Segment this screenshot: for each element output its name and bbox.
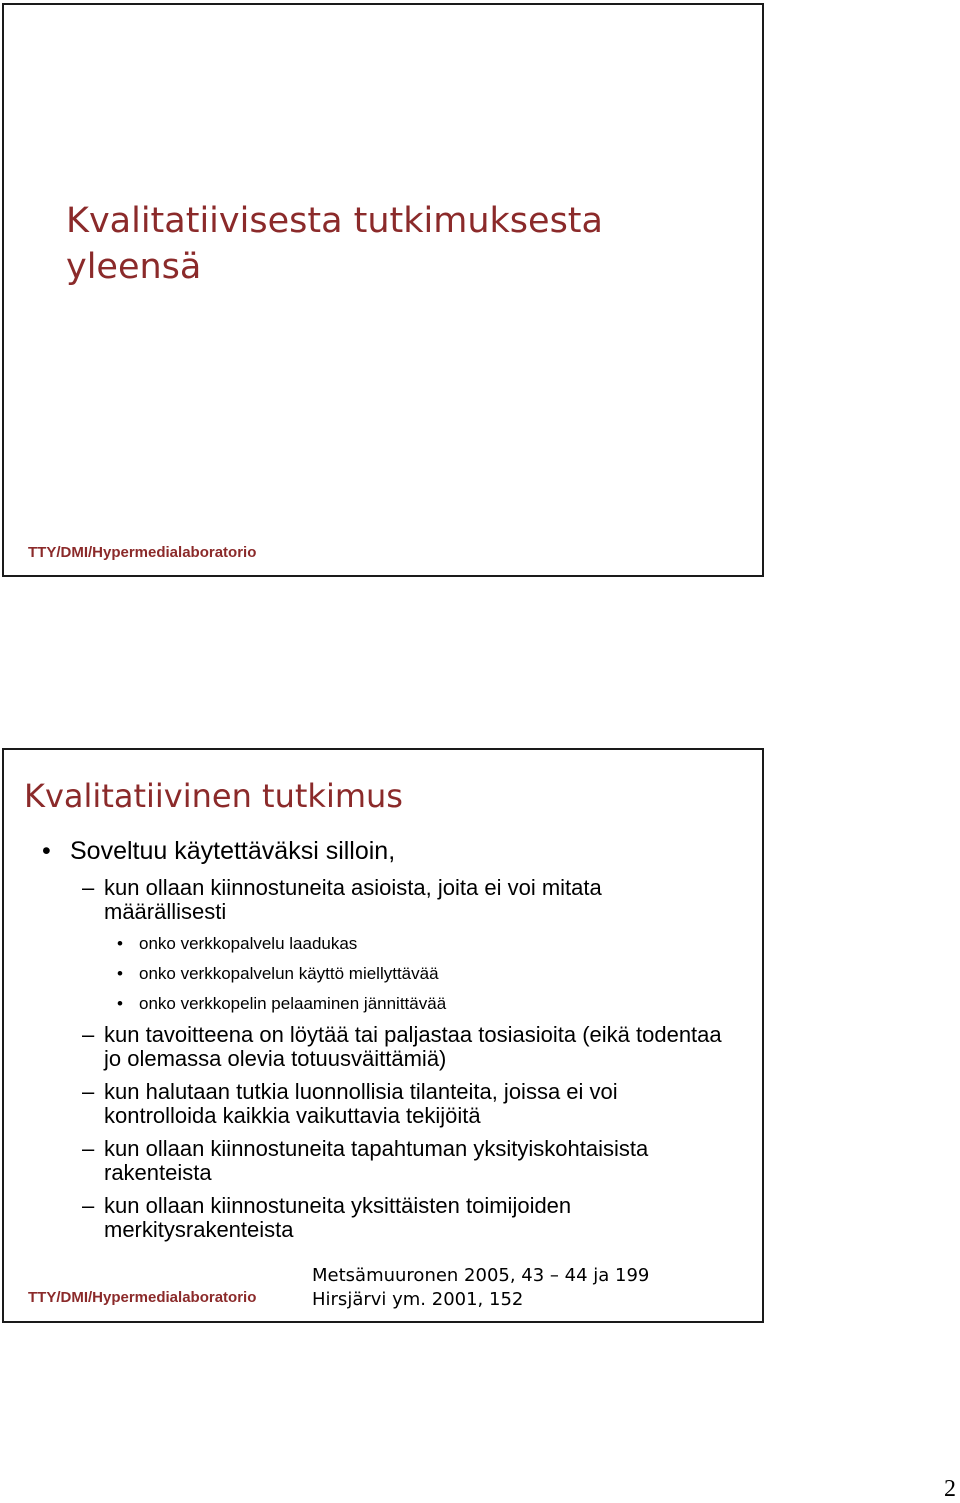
sub-bullet-item — [4, 963, 764, 985]
bullet-main — [4, 836, 764, 866]
slide-1-footer: TTY/DMI/Hypermedialaboratorio — [28, 544, 257, 561]
dash-item-text: kun halutaan tutkia luonnollisia tilanteita, joissa ei voi kontrolloida kaikkia vaikuttavia tekijöitä — [104, 1079, 618, 1128]
references — [312, 1264, 649, 1312]
dash-item-text: kun ollaan kiinnostuneita asioista, joita ei voi mitata määrällisesti — [104, 875, 602, 924]
dash-item — [4, 1080, 724, 1128]
bullet-dot-icon: • — [117, 964, 123, 983]
dash-item-text: kun ollaan kiinnostuneita yksittäisten toimijoiden merkitysrakenteista — [104, 1193, 572, 1242]
slide-1-title: Kvalitatiivisesta tutkimuksesta yleensä — [66, 201, 603, 287]
dash-icon: – — [82, 1193, 95, 1218]
sub-bullet-text: onko verkkopalvelu laadukas — [139, 934, 358, 953]
dash-icon: – — [82, 1079, 95, 1104]
dash-item — [4, 1194, 724, 1242]
bullet-main-text: Soveltuu käytettäväksi silloin, — [70, 837, 396, 865]
bullet-dot-icon: • — [117, 934, 123, 953]
slide-1 — [2, 3, 764, 577]
slide-2 — [2, 748, 764, 1323]
sub-bullet-text: onko verkkopelin pelaaminen jännittävää — [139, 994, 447, 1013]
dash-item-text: kun tavoitteena on löytää tai paljastaa tosiasioita (eikä todentaa jo olemassa olevia totuusväittämiä) — [104, 1022, 722, 1071]
dash-icon: – — [82, 875, 95, 900]
slide-2-footer: TTY/DMI/Hypermedialaboratorio — [28, 1289, 257, 1306]
bullet-dot-icon: • — [117, 994, 123, 1013]
dash-icon: – — [82, 1136, 95, 1161]
dash-item-text: kun ollaan kiinnostuneita tapahtuman yksityiskohtaisista rakenteista — [104, 1136, 649, 1185]
page-number: 2 — [944, 1476, 956, 1502]
sub-bullet-item — [4, 933, 764, 955]
dash-icon: – — [82, 1022, 95, 1047]
reference-line: Metsämuuronen 2005, 43 – 44 ja 199 — [312, 1265, 650, 1286]
reference-line: Hirsjärvi ym. 2001, 152 — [312, 1289, 524, 1310]
dash-item — [4, 1023, 724, 1071]
dash-item — [4, 876, 724, 924]
slide-2-body — [4, 836, 764, 1251]
dash-item — [4, 1137, 724, 1185]
bullet-dot-icon: • — [42, 837, 51, 865]
sub-bullet-text: onko verkkopalvelun käyttö miellyttävää — [139, 964, 439, 983]
slide-2-title: Kvalitatiivinen tutkimus — [24, 777, 403, 815]
sub-bullet-item — [4, 993, 764, 1015]
